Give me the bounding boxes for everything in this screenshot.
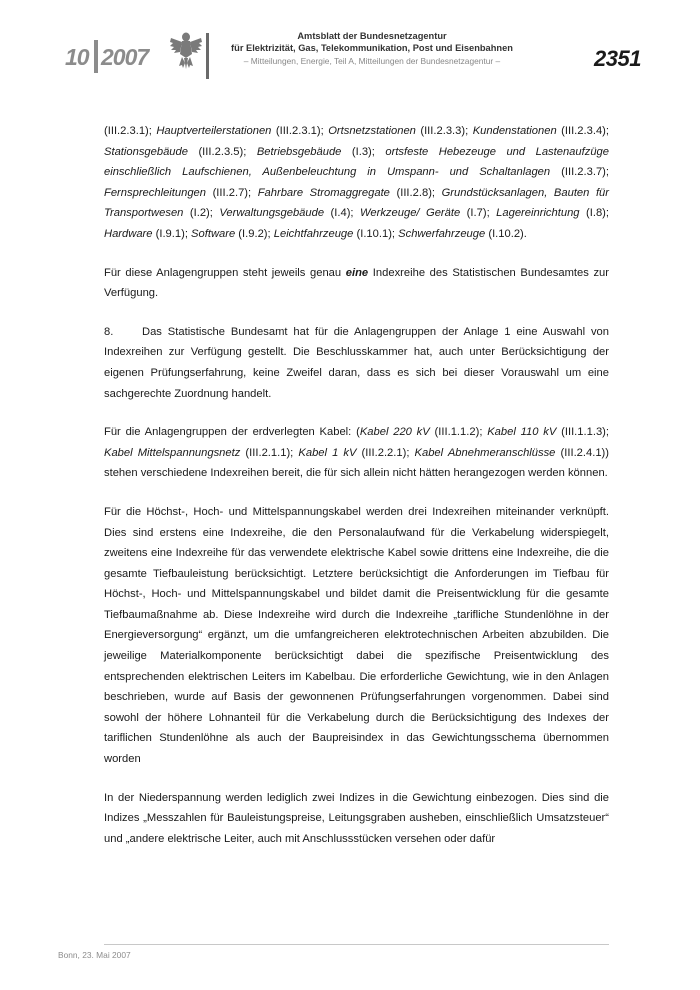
- emphasis-text: Betriebsgebäude: [256, 145, 342, 158]
- emphasis-text: Lagereinrichtung: [496, 207, 580, 220]
- emphasis-text: Kabel Abnehmeranschlüsse: [414, 446, 556, 459]
- text-run: Indexreihe des Statistischen Bundesamtes zur Verfügung.: [104, 266, 609, 300]
- paragraph-number: 8.: [104, 325, 114, 338]
- text-run: (III.2.3.4);: [556, 125, 610, 137]
- emphasis-text: Werkzeuge/ Geräte: [360, 207, 461, 220]
- page-number: 2351: [594, 46, 641, 71]
- text-run: (I.10.2).: [485, 227, 527, 240]
- text-run: (III.2.3.5);: [187, 145, 257, 158]
- emphasis-text: Grundstücksanlagen, Bauten für Transportwesen: [104, 186, 609, 220]
- text-run: (I.4);: [324, 207, 361, 220]
- text-run: (III.2.3.1);: [271, 125, 329, 137]
- publication-title-line1: Amtsblatt der Bundesnetzagentur: [297, 31, 447, 41]
- issue-divider: [94, 40, 98, 73]
- text-run: Für diese Anlagengruppen steht jeweils genau: [104, 266, 346, 279]
- paragraph: [104, 121, 609, 245]
- emphasis-text: Software: [191, 227, 236, 240]
- emphasis-text: ortsfeste Hebezeuge und Lastenaufzüge einschließlich Laufschienen, Außenbeleuchtung in Umspann- und Schaltanlagen: [104, 145, 609, 179]
- text-run: (I.7);: [460, 207, 497, 220]
- emphasis-text: Hauptverteilerstationen: [156, 125, 272, 137]
- emphasis-text: Kabel 110 kV: [487, 426, 557, 439]
- publication-title: [222, 30, 522, 54]
- emphasis-text: Schwerfahrzeuge: [398, 227, 486, 240]
- emphasis-text: eine: [345, 266, 369, 279]
- text-run: Für die Anlagengruppen der erdverlegten Kabel: (: [104, 426, 360, 439]
- text-run: (III.2.3.3);: [415, 125, 473, 137]
- text-run: In der Niederspannung werden lediglich zwei Indizes in die Gewichtung einbezogen. Dies sind die Indizes „Messzahlen für Bauleistungspreise, Leitungsgraben ausheben, einschließlich Umsatzsteuer“ und „andere elektrische Leiter, auch mit Anschlussstücken versehen oder dafür: [104, 791, 609, 845]
- text-run: (I.9.1);: [152, 227, 192, 240]
- emphasis-text: Ortsnetzstationen: [328, 125, 416, 137]
- text-run: (I.2);: [183, 207, 220, 220]
- text-run: (III.2.7);: [206, 186, 258, 199]
- emphasis-text: Fernsprechleitungen: [104, 186, 206, 199]
- emphasis-text: Verwaltungsgebäude: [219, 207, 325, 220]
- issue-number: 10: [65, 44, 89, 70]
- text-run: (III.2.2.1);: [356, 446, 415, 459]
- text-run: (I.10.1);: [353, 227, 399, 240]
- page-header: [0, 0, 700, 80]
- text-run: (I.8);: [579, 207, 609, 220]
- paragraph-text: [104, 326, 609, 400]
- text-run: (III.2.1.1);: [240, 446, 299, 459]
- text-run: (III.2.4.1)) stehen verschiedene Indexreihen bereit, die für sich allein nicht hätten herangezogen werden können.: [104, 446, 610, 480]
- document-body: [104, 121, 609, 867]
- emphasis-text: Kabel 220 kV: [359, 426, 430, 439]
- text-run: Für die Höchst-, Hoch- und Mittelspannungskabel werden drei Indexreihen miteinander verknüpft. Dies sind erstens eine Indexreihe, die den Personalaufwand für die Verkabelung widerspiegelt, zweitens eine Indexreihe für das verwendete elektrische Kabel sowie drittens eine Indexreihe, die die gesamte Tiefbauleistung berücksichtigt. Letztere berücksichtigt die Anforderungen im Tiefbau für Höchst-, Hoch- und Mittelspannungskabel und bildet damit die Preisentwicklung für die gesamte Tiefbaumaßnahme ab. Diese Indexreihe wird durch die Indexreihe „tarifliche Stundenlöhne in der Energieversorgung“ ergänzt, um die umfangreicheren elektrotechnischen Arbeiten abzubilden. Die jeweilige Materialkomponente berücksichtigt dabei die spezifische Preisentwicklung des entsprechenden elektrischen Leiters im Kabelbau. Die erforderliche Gewichtung, wie in den Anlagen beschrieben, wurde auf Basis der gewonnenen Prüfungserfahrungen vorgenommen. Dabei sind sowohl der höhere Lohnanteil für die Verkabelung durch die Berücksichtigung des Indexes der tariflichen Stundenlöhne als auch der Baupreisindex in das Gewichtungsschema übernommen worden: [104, 505, 609, 766]
- paragraph-numbered: [104, 322, 609, 404]
- emphasis-text: Kabel 1 kV: [298, 446, 357, 459]
- paragraph: [104, 502, 609, 770]
- paragraph: [104, 263, 609, 304]
- text-run: (III.2.3.1);: [104, 125, 157, 137]
- publication-subtitle: – Mitteilungen, Energie, Teil A, Mitteilungen der Bundesnetzagentur –: [243, 56, 501, 66]
- emphasis-text: Stationsgebäude: [104, 145, 188, 158]
- emphasis-text: Leichtfahrzeuge: [273, 227, 354, 240]
- header-divider: [206, 33, 209, 79]
- federal-eagle-icon: [168, 28, 204, 70]
- paragraph: [104, 422, 609, 484]
- text-run: (I.3);: [341, 145, 386, 158]
- emphasis-text: Hardware: [104, 227, 153, 240]
- emphasis-text: Kundenstationen: [472, 125, 557, 137]
- text-run: (III.1.1.2);: [429, 426, 488, 439]
- text-run: (III.1.1.3);: [556, 426, 609, 439]
- paragraph: [104, 788, 609, 850]
- text-run: Das Statistische Bundesamt hat für die Anlagengruppen der Anlage 1 eine Auswahl von Indexreihen zur Verfügung gestellt. Die Beschlusskammer hat, auch unter Berücksichtigung der eigenen Prüfungserfahrung, keine Zweifel daran, dass es sich bei dieser Vorauswahl um eine sachgerechte Zuordnung handelt.: [104, 325, 609, 400]
- text-run: (III.2.8);: [389, 186, 442, 199]
- issue-year: 2007: [101, 44, 149, 70]
- text-run: (I.9.2);: [235, 227, 274, 240]
- footer-rule: [104, 944, 609, 945]
- footer-place-date: Bonn, 23. Mai 2007: [58, 950, 131, 960]
- emphasis-text: Fahrbare Stromaggregate: [257, 186, 390, 199]
- emphasis-text: Kabel Mittelspannungsnetz: [104, 446, 241, 459]
- publication-title-line2: für Elektrizität, Gas, Telekommunikation, Post und Eisenbahnen: [231, 43, 513, 53]
- text-run: (III.2.3.7);: [550, 166, 610, 179]
